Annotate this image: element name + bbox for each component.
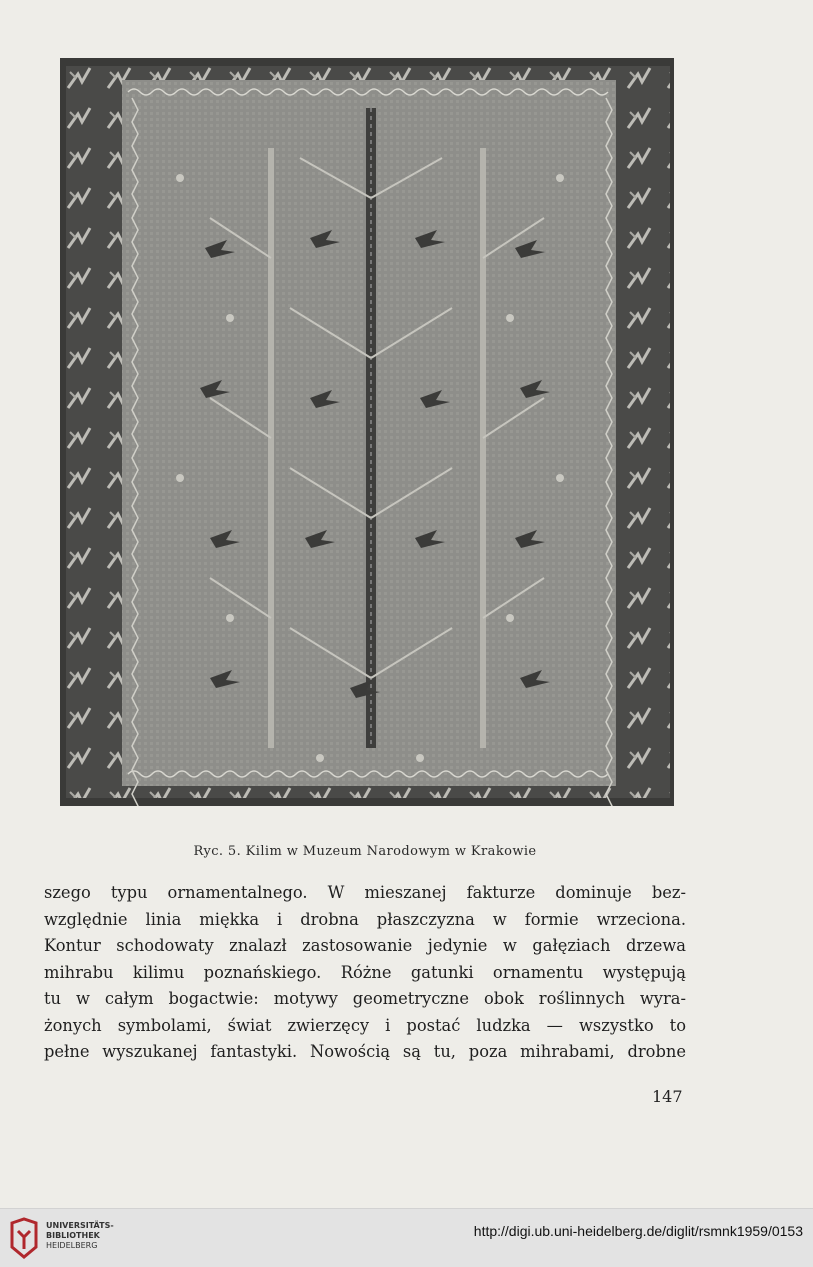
text-line: szego typu ornamentalnego. W mieszanej fakturze dominuje bez- — [44, 883, 686, 902]
logo-wordmark[interactable] — [46, 1221, 114, 1251]
text-line: pełne wyszukanej fantastyki. Nowością są tu, poza mihrabami, drobne — [44, 1042, 686, 1061]
university-library-logo-icon[interactable] — [8, 1217, 40, 1259]
text-line: Kontur schodowaty znalazł zastosowanie jedynie w gałęziach drzewa — [44, 936, 686, 955]
figure-caption: Ryc. 5. Kilim w Muzeum Narodowym w Krakowie — [193, 844, 537, 859]
body-paragraph — [44, 880, 686, 1066]
permalink-url[interactable]: http://digi.ub.uni-heidelberg.de/diglit/rsmnk1959/0153 — [473, 1223, 803, 1239]
text-line: mihrabu kilimu poznańskiego. Różne gatunki ornamentu występują — [44, 962, 686, 982]
page-number: 147 — [652, 1087, 683, 1106]
text-line: tu w całym bogactwie: motywy geometryczne obok roślinnych wyra- — [44, 989, 686, 1008]
kilim-image — [60, 58, 674, 806]
text-line: względnie linia miękka i drobna płaszczyzna w formie wrzeciona. — [44, 909, 686, 929]
kilim-photograph — [60, 58, 674, 806]
text-line: żonych symbolami, świat zwierzęcy i postać ludzka — wszystko to — [44, 1015, 686, 1035]
logo-line: UNIVERSITÄTS- — [46, 1221, 114, 1230]
logo-line: BIBLIOTHEK — [46, 1231, 100, 1240]
viewer-footer — [0, 1208, 813, 1267]
logo-line: HEIDELBERG — [46, 1241, 98, 1250]
